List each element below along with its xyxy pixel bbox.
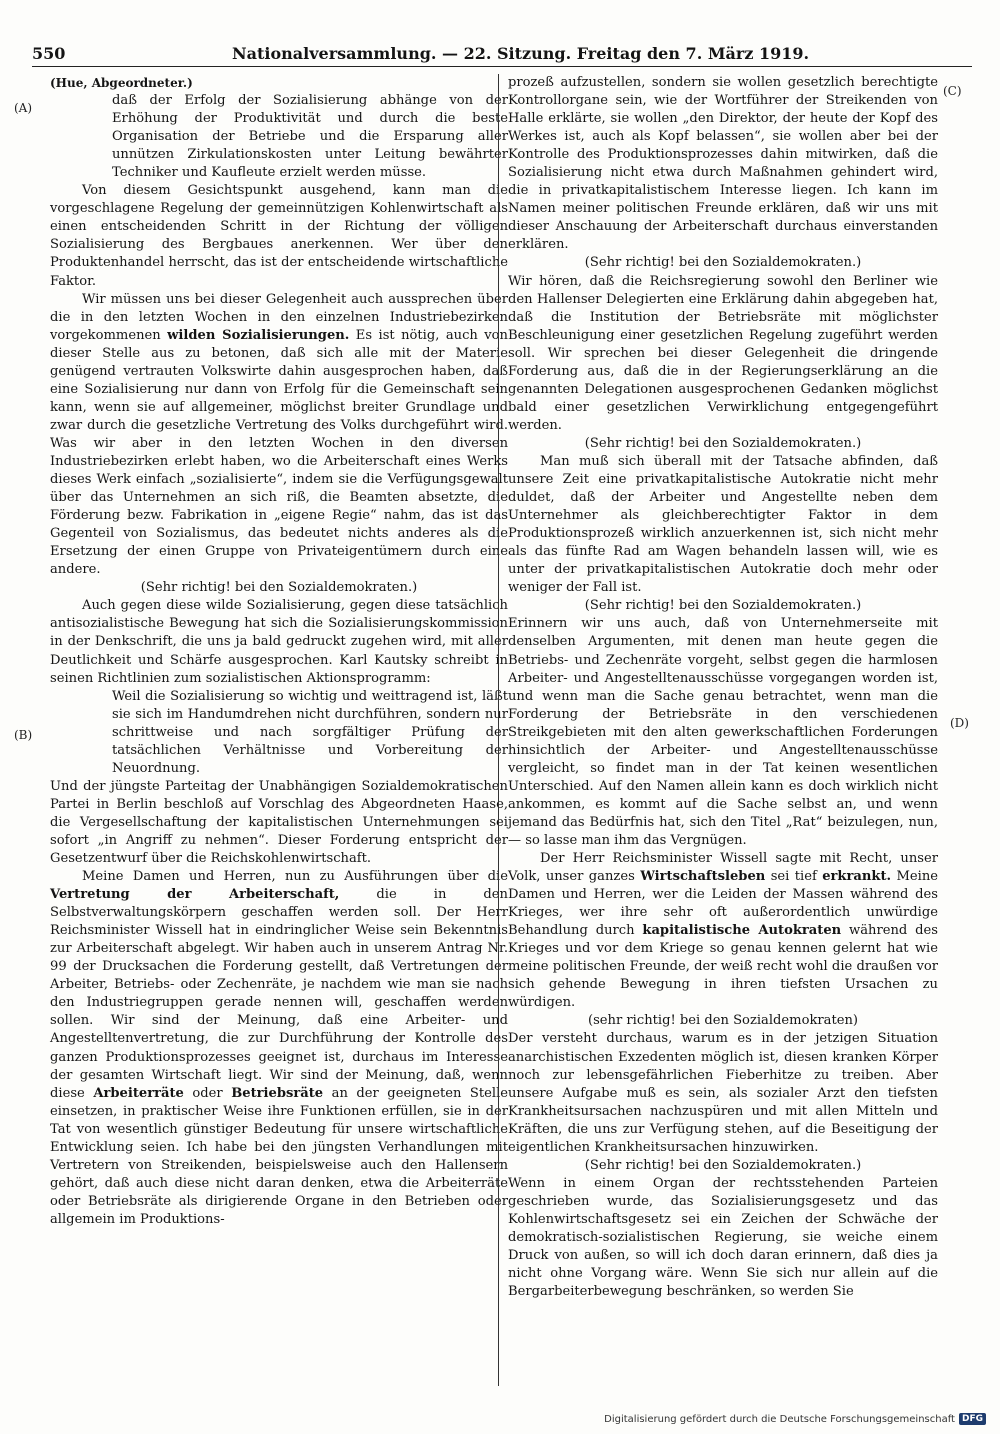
right-column xyxy=(508,74,938,1301)
running-title: Nationalversammlung. — 22. Sitzung. Freitag den 7. März 1919. xyxy=(232,44,810,63)
paragraph: Auch gegen diese wilde Sozialisierung, gegen diese tatsächlich antisozialistische Bewegung hat sich die Sozialisierungskommission in der Denkschrift, die uns ja bald gedruckt zugehen wird, mit aller Deutlichkeit und Schärfe ausgesprochen. Karl Kautsky schreibt in seinen Richtlinien zum sozialistischen Aktionsprogramm: xyxy=(50,598,508,686)
interjection: (Sehr richtig! bei den Sozialdemokraten.) xyxy=(584,598,862,614)
paragraph: prozeß aufzustellen, sondern sie wollen gesetzlich berechtigte Kontrollorgane sein, wie der Wortführer der Streikenden von Halle erklärte, sie wollen „den Direktor, der heute der Kopf des Werkes ist, auch als Kopf belassen“, sie wollen aber bei der Kontrolle des Produktionsprozesses dahin mitwirken, daß die Sozialisierung nicht etwa durch Maßnahmen gehindert wird, die in privatkapitalistischem Interesse liegen. Ich kann im Namen meiner politischen Freunde erklären, daß wir uns mit dieser Anschauung der Arbeiterschaft durchaus einverstanden erklären. xyxy=(508,75,938,253)
page-header xyxy=(32,38,972,67)
paragraph: Der versteht durchaus, warum es in der jetzigen Situation anarchistischen Exzedenten möglich ist, diesen kranken Körper noch zur lebensgefährlichen Fieberhitze zu treiben. Aber unsere Aufgabe muß es sein, als sozialer Arzt den tiefsten Krankheitsursachen nachzuspüren und mit allen Mitteln und Kräften, die uns zur Verfügung stehen, auf die Beseitigung der eigentlichen Krankheitsursachen hinzuwirken. xyxy=(508,1031,938,1155)
page-number: 550 xyxy=(32,44,66,63)
interjection: (Sehr richtig! bei den Sozialdemokraten.) xyxy=(584,1157,862,1173)
interjection: (sehr richtig! bei den Sozialdemokraten) xyxy=(587,1013,859,1029)
dfg-logo: DFG xyxy=(959,1413,986,1425)
interjection: (Sehr richtig! bei den Sozialdemokraten.) xyxy=(584,255,862,271)
margin-mark-b: (B) xyxy=(14,728,33,742)
speaker-label: (Hue, Abgeordneter.) xyxy=(50,76,193,90)
paragraph: daß der Erfolg der Sozialisierung abhänge von der Erhöhung der Produktivität und durch die beste Organisation der Betriebe und die Ersparung aller unnützen Zirkulationskosten unter Leitung bewährter Techniker und Kaufleute erzielt werden müsse. xyxy=(112,93,508,181)
paragraph: Meine Damen und Herren, nun zu Ausführungen über die Vertretung der Arbeiterschaft, die in den Selbstverwaltungskörpern geschaffen werden soll. Der Herr Reichsminister Wissell hat in eindringlicher Weise sein Bekenntnis zur Arbeiterschaft abgelegt. Wir haben auch in unserem Antrag Nr. 99 der Drucksachen die Forderung gestellt, daß Vertretungen der Arbeiter, Betriebs- oder Zechenräte, je nachdem wie man sie nach den Industriegruppen gerade nennen will, geschaffen werden sollen. Wir sind der Meinung, daß eine Arbeiter- und Angestelltenvertretung, die zur Durchführung der Kontrolle des ganzen Produktionsprozesses geeignet ist, durchaus im Interesse der gesamten Wirtschaft liegt. Wir sind der Meinung, daß, wenn diese Arbeiterräte oder Betriebsräte an der geeigneten Stelle einsetzen, in praktischer Weise ihre Funktionen erfüllen, sie in der Tat von wesentlich günstiger Bedeutung für unsere wirtschaftliche Entwicklung seien. Ich habe bei den jüngsten Verhandlungen mit Vertretern von Streikenden, beispielsweise auch den Hallensern gehört, daß auch diese nicht daran denken, etwa die Arbeiterräte oder Betriebsräte als dirigierende Organe in den Betrieben oder allgemein im Produktions- xyxy=(50,869,508,1227)
paragraph: Und der jüngste Parteitag der Unabhängigen Sozialdemokratischen Partei in Berlin beschloß auf Vorschlag des Abgeordneten Haase, die Vergesellschaftung der kapitalistischen Unternehmungen sei sofort „in Angriff zu nehmen“. Dieser Forderung entspricht der Gesetzentwurf über die Reichskohlenwirtschaft. xyxy=(50,778,508,867)
margin-mark-c: (C) xyxy=(943,84,962,98)
paragraph: Der Herr Reichsminister Wissell sagte mit Recht, unser Volk, unser ganzes Wirtschaftsleben sei tief erkrankt. Meine Damen und Herren, wer die Leiden der Massen während des Krieges, wer ihre sehr oft außerordentlich unwürdige Behandlung durch kapitalistische Autokraten während des Krieges und vor dem Kriege so genau kennen gelernt hat wie meine politischen Freunde, der weiß recht wohl die draußen vor sich gehende Bewegung in ihren tiefsten Ursachen zu würdigen. xyxy=(508,851,938,1011)
block-quote: Weil die Sozialisierung so wichtig und weittragend ist, läßt sie sich im Handumdrehen nicht durchführen, sondern nur schrittweise und nach sorgfältiger Prüfung der tatsächlichen Verhältnisse und Vorbereitung der Neuordnung. xyxy=(112,688,508,776)
paragraph: Wir müssen uns bei dieser Gelegenheit auch aussprechen über die in den letzten Wochen in den einzelnen Industriebezirken vorgekommenen wilden Sozialisierungen. Es ist nötig, auch von dieser Stelle aus zu betonen, daß sich alle mit der Materie genügend vertrauten Volkswirte dahin ausgesprochen haben, daß eine Sozialisierung nur dann von Erfolg für die Gemeinschaft sein kann, wenn sie auf allgemeiner, möglichst breiter Grundlage und zwar durch die gesetzliche Vertretung des Volks durchgeführt wird. Was wir aber in den letzten Wochen in den diversen Industriebezirken erlebt haben, wo die Arbeiterschaft eines Werks dieses Werk einfach „sozialisierte“, indem sie die Verfügungsgewalt über das Unternehmen an sich riß, die Beamten absetzte, die Förderung bezw. Fabrikation in „eigene Regie“ nahm, das ist das Gegenteil von Sozialismus, das bedeutet nichts anderes als die Ersetzung der einen Gruppe von Privateigentümern durch eine andere. xyxy=(50,291,508,578)
interjection: (Sehr richtig! bei den Sozialdemokraten.) xyxy=(584,435,862,451)
paragraph: Wir hören, daß die Reichsregierung sowohl den Berliner wie den Hallenser Delegierten eine Erklärung dahin abgegeben hat, daß die Institution der Betriebsräte mit möglichster Beschleunigung einer gesetzlichen Regelung zugeführt werden soll. Wir sprechen bei dieser Gelegenheit die dringende Forderung aus, daß die in der Regierungserklärung an die genannten Delegationen ausgesprochenen Gedanken möglichst bald einer gesetzlichen Verwirklichung entgegengeführt werden. xyxy=(508,273,938,433)
paragraph: Wenn in einem Organ der rechtsstehenden Parteien geschrieben wurde, das Sozialisierungsgesetz und das Kohlenwirtschaftsgesetz sei ein Zeichen der Schwäche der demokratisch-sozialistischen Regierung, sie weiche einem Druck von außen, so will ich doch daran erinnern, daß dies ja nicht ohne Vorgang wäre. Wenn Sie sich nur allein auf die Bergarbeiterbewegung beschränken, so werden Sie xyxy=(508,1175,938,1300)
interjection: (Sehr richtig! bei den Sozialdemokraten.) xyxy=(140,580,418,596)
paragraph: Man muß sich überall mit der Tatsache abfinden, daß unsere Zeit eine privatkapitalistische Autokratie nicht mehr duldet, daß der Arbeiter und Angestellte neben dem Unternehmer als gleichberechtigter Faktor in dem Produktionsprozeß wirklich anzuerkennen ist, sich nicht mehr als das fünfte Rad am Wagen behandeln lassen will, wie es unter der privatkapitalistischen Autokratie doch mehr oder weniger der Fall ist. xyxy=(508,453,938,596)
digitization-credit xyxy=(604,1413,986,1425)
left-column xyxy=(50,74,508,1229)
margin-mark-a: (A) xyxy=(14,101,33,115)
credit-text: Digitalisierung gefördert durch die Deutsche Forschungsgemeinschaft xyxy=(604,1413,955,1425)
paragraph: Erinnern wir uns auch, daß von Unternehmerseite mit denselben Argumenten, mit denen man heute gegen die Betriebs- und Zechenräte vorgeht, selbst gegen die harmlosen Arbeiter- und Angestelltenausschüsse vorgegangen worden ist, und wenn man die Sache genau betrachtet, wenn man die Forderung der Betriebsräte in den verschiedenen Streikgebieten mit den alten gewerkschaftlichen Forderungen hinsichtlich der Arbeiter- und Angestelltenausschüsse vergleicht, so findet man in der Tat keinen wesentlichen Unterschied. Auf den Namen allein kann es doch wirklich nicht ankommen, es kommt auf die Sache selbst an, und wenn jemand das Bedürfnis hat, sich den Titel „Rat“ beizulegen, nun, — so lasse man ihm das Vergnügen. xyxy=(508,616,938,848)
paragraph: Von diesem Gesichtspunkt ausgehend, kann man die vorgeschlagene Regelung der gemeinnützigen Kohlenwirtschaft als einen entscheidenden Schritt in der Richtung der völligen Sozialisierung des Bergbaues anerkennen. Wer über den Produktenhandel herrscht, das ist der entscheidende wirtschaftliche Faktor. xyxy=(50,183,508,289)
column-divider xyxy=(498,74,499,1386)
margin-mark-d: (D) xyxy=(950,716,969,730)
